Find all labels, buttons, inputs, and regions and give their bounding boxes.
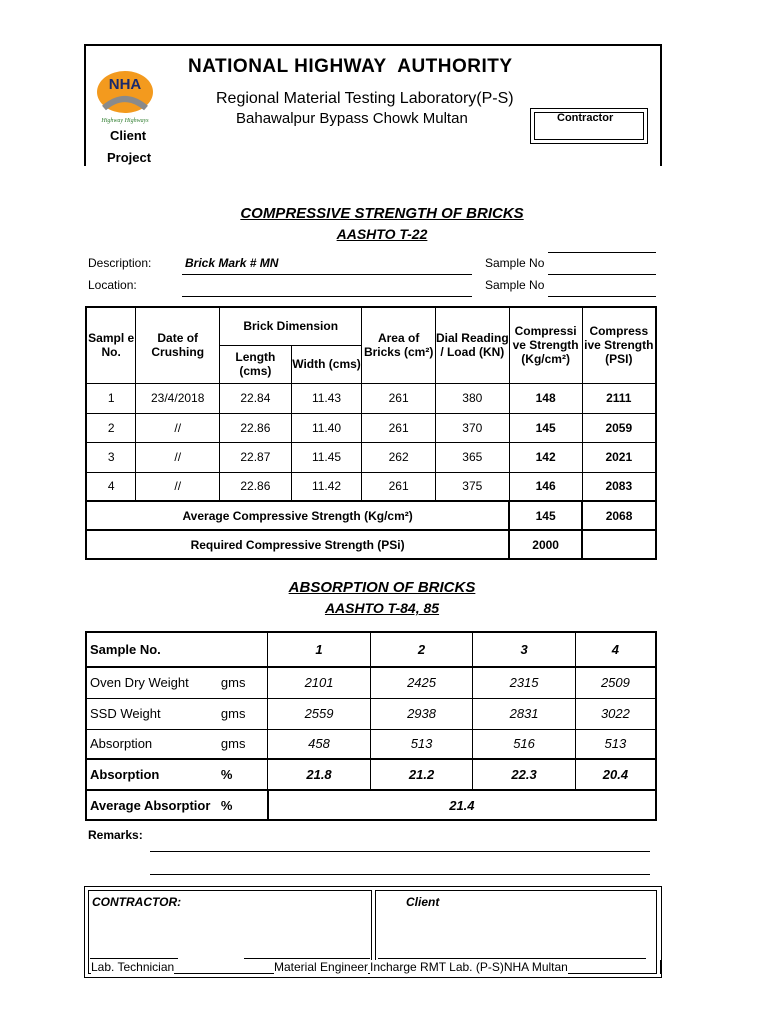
sample-3-header: 3 [473,632,576,667]
absorption-pct-row [86,759,656,790]
cell-psi: 2083 [582,472,656,501]
cell-value: 3022 [575,698,656,729]
description-label: Description: [88,256,152,270]
th-area: Area of Bricks (cm²) [362,307,436,383]
average-kg: 145 [509,501,582,530]
absorption-average-row [86,790,656,820]
header-frame-right [660,44,662,166]
cell-area: 261 [362,413,436,442]
cell-value: 2938 [370,698,473,729]
th-dial: Dial Reading / Load (KN) [435,307,509,383]
incharge-sign-line [378,958,646,959]
cell-value: 2509 [575,667,656,698]
cell-psi: 2059 [582,413,656,442]
logo-text: NHA [108,76,142,93]
average-label: Average Compressive Strength (Kg/cm²) [86,501,509,530]
project-label: Project [107,150,152,165]
table-row [86,472,656,501]
row-unit: gms [221,729,268,759]
sample-2-header: 2 [370,632,473,667]
cell-area: 261 [362,472,436,501]
nha-logo [94,68,156,126]
location-label: Location: [88,278,137,292]
th-date: Date of Crushing [136,307,220,383]
engineer-sign-line [244,958,370,959]
cell-value: 2425 [370,667,473,698]
sample-4-header: 4 [575,632,656,667]
cell-dial: 370 [435,413,509,442]
cell-value: 2559 [268,698,371,729]
technician-label: Lab. Technician [91,960,175,974]
average-psi: 2068 [582,501,656,530]
cell-length: 22.87 [220,442,292,472]
cell-kg: 142 [509,442,582,472]
cell-pct: 22.3 [473,759,576,790]
cell-length: 22.84 [220,383,292,413]
cell-pct: 21.2 [370,759,473,790]
location-underline [182,296,472,297]
th-sample-no: Sampl e No. [86,307,136,383]
cell-value: 516 [473,729,576,759]
remarks-line-1 [150,851,650,852]
cell-area: 261 [362,383,436,413]
sample-no-line-c [548,296,656,297]
compressive-standard: AASHTO T-22 [336,226,428,242]
cell-value: 513 [370,729,473,759]
required-empty [582,530,656,559]
cell-width: 11.43 [291,383,362,413]
th-strength-kg: Compressi ve Strength (Kg/cm²) [509,307,582,383]
incharge-label: Incharge RMT Lab. (P-S)NHA Multan [370,960,568,974]
required-label: Required Compressive Strength (PSi) [86,530,509,559]
sample-no-header: Sample No. [86,632,268,667]
compressive-title: COMPRESSIVE STRENGTH OF BRICKS [240,205,524,222]
absorption-table [85,631,657,821]
client-label: Client [110,128,147,143]
table-row [86,729,656,759]
sample-no-label-1: Sample No [485,256,545,270]
average-absorption-unit: % [221,790,268,820]
cell-length: 22.86 [220,472,292,501]
table-row [86,442,656,472]
cell-dial: 380 [435,383,509,413]
engineer-label: Material Engineer [274,960,369,974]
table-row [86,667,656,698]
required-value: 2000 [509,530,582,559]
sample-no-label-2: Sample No [485,278,545,292]
row-label: Absorption [86,729,221,759]
cell-value: 2315 [473,667,576,698]
required-row [86,530,656,559]
cell-kg: 148 [509,383,582,413]
cell-width: 11.42 [291,472,362,501]
average-absorption-label: Average Absorptior [86,790,221,820]
cell-no: 2 [86,413,136,442]
cell-psi: 2111 [582,383,656,413]
cell-width: 11.45 [291,442,362,472]
cell-width: 11.40 [291,413,362,442]
absorption-standard: AASHTO T-84, 85 [324,600,440,616]
cell-area: 262 [362,442,436,472]
remarks-label: Remarks: [88,828,143,842]
sample-1-header: 1 [268,632,371,667]
th-brick-dimension: Brick Dimension [220,307,362,345]
signature-frame-tick [660,960,662,974]
sample-no-line-b [548,274,656,275]
row-label: Oven Dry Weight [86,667,221,698]
cell-value: 513 [575,729,656,759]
organization-title: NATIONAL HIGHWAY AUTHORITY [188,56,513,77]
cell-no: 4 [86,472,136,501]
cell-psi: 2021 [582,442,656,472]
logo-caption: Highway Highways [101,118,149,124]
cell-pct: 21.8 [268,759,371,790]
client-sig-label: Client [406,895,440,909]
cell-date: // [136,413,220,442]
description-underline [182,274,472,275]
table-row [86,413,656,442]
table-row [86,698,656,729]
sample-no-line-a [548,252,656,253]
cell-date: // [136,472,220,501]
remarks-line-2 [150,874,650,875]
compressive-table [85,306,657,560]
cell-no: 1 [86,383,136,413]
average-absorption-value: 21.4 [268,790,656,820]
contractor-sig-label: CONTRACTOR: [92,895,182,909]
technician-sign-line [90,958,178,959]
cell-no: 3 [86,442,136,472]
description-value: Brick Mark # MN [185,256,279,270]
header-frame-top [84,44,662,46]
cell-dial: 365 [435,442,509,472]
row-unit: gms [221,698,268,729]
cell-value: 2101 [268,667,371,698]
cell-kg: 146 [509,472,582,501]
row-label: SSD Weight [86,698,221,729]
cell-value: 2831 [473,698,576,729]
table-row [86,383,656,413]
cell-pct: 20.4 [575,759,656,790]
absorption-header-row [86,632,656,667]
row-unit: gms [221,667,268,698]
pct-unit: % [221,759,268,790]
absorption-title: ABSORPTION OF BRICKS [288,579,476,596]
pct-label: Absorption [86,759,221,790]
th-width: Width (cms) [291,345,362,383]
cell-value: 458 [268,729,371,759]
cell-date: // [136,442,220,472]
contractor-label: Contractor [557,112,614,124]
lab-address: Bahawalpur Bypass Chowk Multan [236,110,468,127]
cell-date: 23/4/2018 [136,383,220,413]
contractor-box [530,108,648,144]
average-row [86,501,656,530]
cell-dial: 375 [435,472,509,501]
cell-kg: 145 [509,413,582,442]
header-frame-left [84,44,86,166]
cell-length: 22.86 [220,413,292,442]
lab-name: Regional Material Testing Laboratory(P-S) [216,90,514,107]
th-length: Length (cms) [220,345,292,383]
th-strength-psi: Compress ive Strength (PSI) [582,307,656,383]
